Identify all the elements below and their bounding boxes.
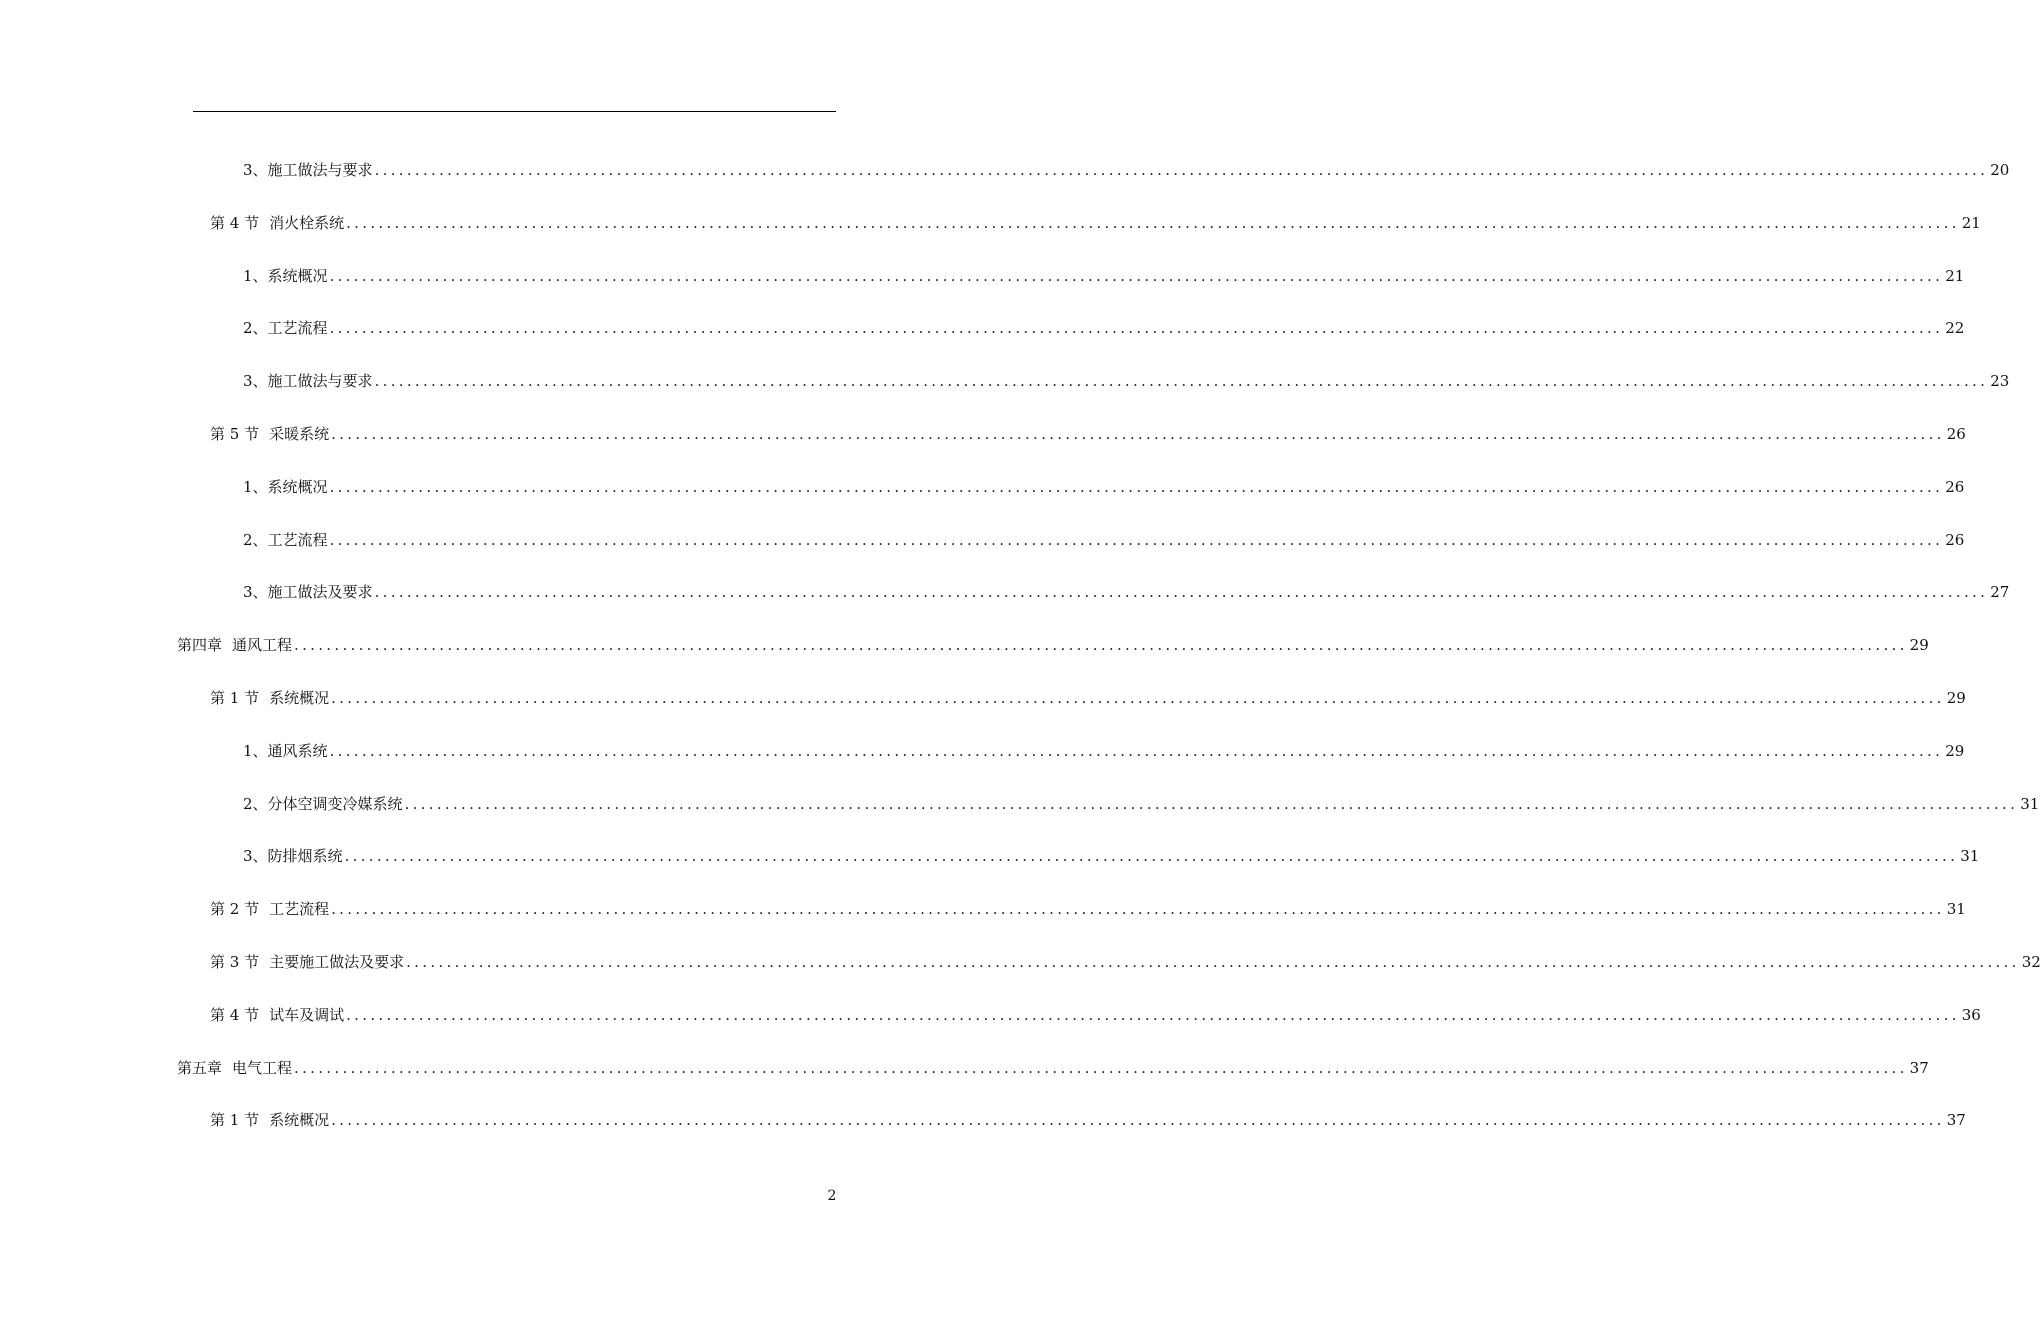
toc-dot-leader: ........................................................................................................................................................................................................ <box>344 847 1959 865</box>
toc-entry[interactable] <box>177 1056 1929 1080</box>
toc-entry[interactable] <box>243 580 2010 604</box>
toc-entry[interactable] <box>210 686 1966 710</box>
toc-entry-title: 防排烟系统 <box>267 847 343 865</box>
toc-entry[interactable] <box>243 844 1980 868</box>
toc-entry-page: 29 <box>1909 636 1929 654</box>
toc-dot-leader: ........................................................................................................................................................................................................ <box>346 1006 1960 1024</box>
toc-dot-leader: ........................................................................................................................................................................................................ <box>331 425 1945 443</box>
toc-entry[interactable] <box>243 369 2010 393</box>
toc-dot-leader: ........................................................................................................................................................................................................ <box>331 689 1945 707</box>
toc-entry-page: 26 <box>1945 478 1965 496</box>
toc-entry-number: 第 5 节 <box>210 425 260 443</box>
toc-entry-page: 29 <box>1945 742 1965 760</box>
toc-entry-page: 27 <box>1990 583 2010 601</box>
toc-entry[interactable] <box>210 897 1966 921</box>
toc-entry-title: 工艺流程 <box>269 900 330 918</box>
toc-entry-title: 工艺流程 <box>267 319 328 337</box>
toc-entry-page: 37 <box>1909 1059 1929 1077</box>
toc-entry-title: 采暖系统 <box>269 425 330 443</box>
toc-entry-number: 第 1 节 <box>210 689 260 707</box>
toc-entry-title: 消火栓系统 <box>269 214 345 232</box>
toc-dot-leader: ........................................................................................................................................................................................................ <box>329 742 1944 760</box>
toc-entry-title: 系统概况 <box>267 478 328 496</box>
toc-entry-page: 26 <box>1945 531 1965 549</box>
toc-entry-number: 第四章 <box>177 636 223 654</box>
page-number: 2 <box>827 1188 837 1204</box>
toc-entry[interactable] <box>243 264 1965 288</box>
toc-entry-page: 21 <box>1961 214 1981 232</box>
toc-entry-number: 3、 <box>243 583 268 601</box>
toc-entry-page: 23 <box>1990 372 2010 390</box>
toc-dot-leader: ........................................................................................................................................................................................................ <box>329 531 1944 549</box>
toc-entry-page: 32 <box>2021 953 2041 971</box>
toc-dot-leader: ........................................................................................................................................................................................................ <box>329 319 1944 337</box>
toc-entry-page: 31 <box>1960 847 1980 865</box>
toc-entry-number: 3、 <box>243 161 268 179</box>
toc-entry-title: 工艺流程 <box>267 531 328 549</box>
toc-entry-number: 2、 <box>243 531 268 549</box>
toc-entry-page: 31 <box>1946 900 1966 918</box>
toc-entry-number: 第 4 节 <box>210 214 260 232</box>
toc-entry-page: 36 <box>1961 1006 1981 1024</box>
toc-dot-leader: ........................................................................................................................................................................................................ <box>294 1059 1908 1077</box>
toc-entry-number: 1、 <box>243 478 268 496</box>
toc-entry-number: 第五章 <box>177 1059 223 1077</box>
toc-dot-leader: ........................................................................................................................................................................................................ <box>329 267 1944 285</box>
toc-dot-leader: ........................................................................................................................................................................................................ <box>374 583 1989 601</box>
toc-entry-title: 试车及调试 <box>269 1006 345 1024</box>
toc-entry-number: 2、 <box>243 319 268 337</box>
toc-dot-leader: ........................................................................................................................................................................................................ <box>329 478 1944 496</box>
toc-entry[interactable] <box>210 950 2041 974</box>
toc-entry-title: 系统概况 <box>269 1111 330 1129</box>
toc-entry[interactable] <box>243 528 1965 552</box>
toc-entry-page: 22 <box>1945 319 1965 337</box>
toc-dot-leader: ........................................................................................................................................................................................................ <box>331 900 1945 918</box>
toc-entry-number: 1、 <box>243 267 268 285</box>
toc-entry-number: 第 2 节 <box>210 900 260 918</box>
toc-entry-page: 29 <box>1946 689 1966 707</box>
toc-entry[interactable] <box>177 633 1929 657</box>
toc-entry-title: 施工做法与要求 <box>267 161 373 179</box>
toc-entry-title: 施工做法与要求 <box>267 372 373 390</box>
toc-entry[interactable] <box>243 739 1965 763</box>
toc-entry-page: 31 <box>2020 795 2040 813</box>
toc-dot-leader: ........................................................................................................................................................................................................ <box>406 953 2020 971</box>
toc-entry[interactable] <box>210 422 1966 446</box>
toc-entry-title: 通风工程 <box>232 636 293 654</box>
toc-entry-title: 电气工程 <box>232 1059 293 1077</box>
toc-entry-number: 第 1 节 <box>210 1111 260 1129</box>
toc-entry-title: 系统概况 <box>269 689 330 707</box>
toc-entry[interactable] <box>243 316 1965 340</box>
toc-entry[interactable] <box>243 792 2040 816</box>
toc-dot-leader: ........................................................................................................................................................................................................ <box>331 1111 1945 1129</box>
toc-entry[interactable] <box>243 158 2010 182</box>
toc-entry-title: 分体空调变冷媒系统 <box>267 795 403 813</box>
toc-entry-page: 26 <box>1946 425 1966 443</box>
toc-entry-number: 第 3 节 <box>210 953 260 971</box>
toc-entry-number: 2、 <box>243 795 268 813</box>
toc-entry-number: 3、 <box>243 847 268 865</box>
toc-dot-leader: ........................................................................................................................................................................................................ <box>294 636 1908 654</box>
toc-entry-page: 20 <box>1990 161 2010 179</box>
toc-entry[interactable] <box>210 1108 1966 1132</box>
toc-dot-leader: ........................................................................................................................................................................................................ <box>404 795 2019 813</box>
toc-entry-number: 3、 <box>243 372 268 390</box>
toc-entry-number: 第 4 节 <box>210 1006 260 1024</box>
toc-entry[interactable] <box>210 211 1981 235</box>
toc-entry-number: 1、 <box>243 742 268 760</box>
toc-entry-title: 施工做法及要求 <box>267 583 373 601</box>
toc-entry-title: 通风系统 <box>267 742 328 760</box>
toc-entry-page: 37 <box>1946 1111 1966 1129</box>
toc-dot-leader: ........................................................................................................................................................................................................ <box>374 161 1989 179</box>
toc-entry-title: 主要施工做法及要求 <box>269 953 405 971</box>
toc-entry-title: 系统概况 <box>267 267 328 285</box>
toc-dot-leader: ........................................................................................................................................................................................................ <box>346 214 1960 232</box>
toc-entry[interactable] <box>243 475 1965 499</box>
toc-entry[interactable] <box>210 1003 1981 1027</box>
toc-entry-page: 21 <box>1945 267 1965 285</box>
toc-dot-leader: ........................................................................................................................................................................................................ <box>374 372 1989 390</box>
